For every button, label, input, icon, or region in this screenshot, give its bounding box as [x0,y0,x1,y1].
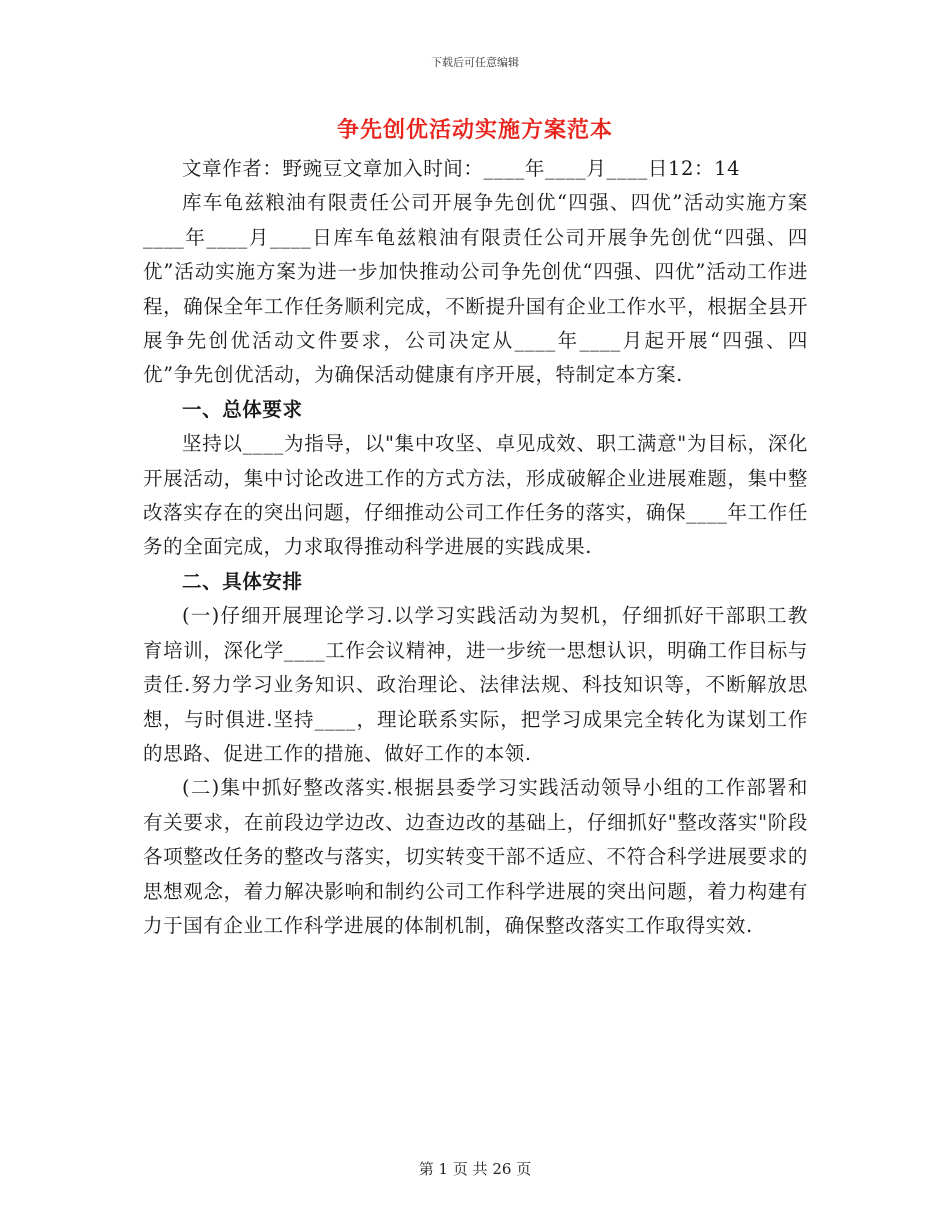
document-title: 争先创优活动实施方案范本 [336,118,613,143]
intro-paragraph: 库车龟兹粮油有限责任公司开展争先创优“四强、四优”活动实施方案____年____月____日库车龟兹粮油有限责任公司开展争先创优“四强、四优”活动实施方案为进一步加快推动公司争先创优“四强、四优”活动工作进程，确保全年工作任务顺利完成，不断提升国有企业工作水平，根据全县开展争先创优活动文件要求，公司决定从____年____月起开展“四强、四优”争先创优活动，为确保活动健康有序开展，特制定本方案. [143,191,808,387]
page-footer: 第 1 页 共 26 页 [418,1160,532,1178]
document-body [143,152,808,943]
section1-paragraph: 坚持以____为指导，以"集中攻坚、卓见成效、职工满意"为目标，深化开展活动，集中讨论改进工作的方式方法，形成破解企业进展难题，集中整改落实存在的突出问题，仔细推动公司工作任务的落实，确保____年工作任务的全面完成，力求取得推动科学进展的实践成果. [143,432,808,559]
section2-item2-paragraph: (二)集中抓好整改落实.根据县委学习实践活动领导小组的工作部署和有关要求，在前段边学边改、边查边改的基础上，仔细抓好"整改落实"阶段各项整改任务的整改与落实，切实转变干部不适应、不符合科学进展要求的思想观念，着力解决影响和制约公司工作科学进展的突出问题，着力构建有力于国有企业工作科学进展的体制机制，确保整改落实工作取得实效. [143,776,808,937]
meta-line: 文章作者：野豌豆文章加入时间：____年____月____日12：14 [182,157,741,180]
header-note: 下载后可任意编辑 [431,56,519,69]
section2-item1-paragraph: (一)仔细开展理论学习.以学习实践活动为契机，仔细抓好干部职工教育培训，深化学____工作会议精神，进一步统一思想认识，明确工作目标与责任.努力学习业务知识、政治理论、法律法规、科技知识等，不断解放思想，与时俱进.坚持____，理论联系实际，把学习成果完全转化为谋划工作的思路、促进工作的措施、做好工作的本领. [143,604,808,765]
section1-heading: 一、总体要求 [182,397,303,421]
section2-heading: 二、具体安排 [182,569,303,593]
